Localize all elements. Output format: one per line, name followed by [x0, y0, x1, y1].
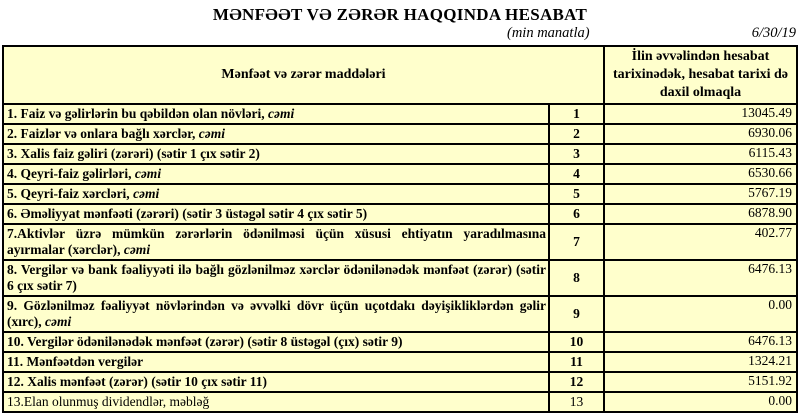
row-number-cell: 4 [549, 164, 604, 184]
table-row [3, 104, 797, 124]
row-label-cell [3, 144, 549, 164]
row-value-cell: 5767.19 [604, 184, 797, 204]
row-label-cell [3, 104, 549, 124]
row-label-cell [3, 164, 549, 184]
row-value-cell: 0.00 [604, 392, 797, 412]
row-label-cell [3, 124, 549, 144]
row-label-cell [3, 184, 549, 204]
table-row [3, 164, 797, 184]
row-value-cell: 6930.06 [604, 124, 797, 144]
report-date: 6/30/19 [751, 25, 796, 41]
row-label: 13.Elan olunmuş dividendlər, məbləğ [7, 394, 210, 409]
row-number-cell: 6 [549, 204, 604, 224]
row-value-cell: 5151.92 [604, 372, 797, 392]
row-label-cell [3, 296, 549, 332]
row-number-cell: 12 [549, 372, 604, 392]
row-label-cell [3, 260, 549, 296]
header-items-column: Mənfəət və zərər maddələri [3, 46, 604, 104]
table-row [3, 124, 797, 144]
row-number-cell: 10 [549, 332, 604, 352]
report-title: MƏNFƏƏT VƏ ZƏRƏR HAQQINDA HESABAT [212, 5, 588, 24]
row-number-cell: 1 [549, 104, 604, 124]
table-row [3, 352, 797, 372]
table-row [3, 260, 797, 296]
row-number-cell: 7 [549, 224, 604, 260]
table-row [3, 224, 797, 260]
row-value-cell: 6878.90 [604, 204, 797, 224]
row-label: 3. Xalis faiz gəliri (zərəri) (sətir 1 çıx sətir 2) [7, 146, 260, 161]
row-label-cell [3, 372, 549, 392]
row-number-cell: 13 [549, 392, 604, 412]
table-header-row [3, 46, 797, 104]
row-label-italic-suffix: cəmi [133, 186, 160, 201]
row-value-cell: 13045.49 [604, 104, 797, 124]
profit-loss-table [2, 45, 798, 413]
row-label: 9. Gözlənilməz fəaliyyət növlərindən və əvvəlki dövr üçün uçotdakı dəyişikliklərdən gəlir (xırc), [7, 298, 546, 329]
row-value-cell: 6530.66 [604, 164, 797, 184]
row-number-cell: 3 [549, 144, 604, 164]
row-label: 6. Əməliyyat mənfəəti (zərəri) (sətir 3 üstəgəl sətir 4 çıx sətir 5) [7, 206, 368, 221]
row-label: 7.Aktivlər üzrə mümkün zərərlərin ödənilməsi üçün xüsusi ehtiyatın yaradılmasına ayırmalar (xərclər), [7, 226, 546, 257]
row-label: 1. Faiz və gəlirlərin bu qəbildən olan növləri, [7, 106, 268, 121]
row-label: 8. Vergilər və bank fəaliyyəti ilə bağlı gözlənilməz xərclər ödənilənədək mənfəət (zərər) (sətir 6 çıx sətir 7) [7, 262, 546, 293]
report-table-body [3, 104, 797, 412]
row-label: 4. Qeyri-faiz gəlirləri, [7, 166, 135, 181]
table-row [3, 184, 797, 204]
row-label-italic-suffix: cəmi [198, 126, 225, 141]
row-number-cell: 8 [549, 260, 604, 296]
row-number-cell: 2 [549, 124, 604, 144]
row-label: 5. Qeyri-faiz xərcləri, [7, 186, 134, 201]
row-value-cell: 1324.21 [604, 352, 797, 372]
row-label: 2. Faizlər və onlara bağlı xərclər, [7, 126, 199, 141]
table-row [3, 144, 797, 164]
row-value-cell: 402.77 [604, 224, 797, 260]
row-label-cell [3, 204, 549, 224]
row-label-cell [3, 332, 549, 352]
table-row [3, 332, 797, 352]
row-label-cell [3, 224, 549, 260]
row-label-cell [3, 392, 549, 412]
table-row [3, 372, 797, 392]
row-label-cell [3, 352, 549, 372]
units-note: (min manatla) [507, 25, 590, 41]
row-label: 12. Xalis mənfəət (zərər) (sətir 10 çıx sətir 11) [7, 374, 268, 389]
report-meta-line [0, 25, 800, 44]
row-label: 10. Vergilər ödənilənədək mənfəət (zərər) (sətir 8 üstəgəl (çıx) sətir 9) [7, 334, 403, 349]
row-number-cell: 11 [549, 352, 604, 372]
row-value-cell: 6476.13 [604, 260, 797, 296]
row-label-italic-suffix: cəmi [123, 242, 151, 257]
row-value-cell: 6476.13 [604, 332, 797, 352]
row-label: 11. Mənfəətdən vergilər [7, 354, 144, 369]
row-label-italic-suffix: cəmi [44, 314, 72, 329]
header-value-column: İlin əvvəlindən hesabat tarixinədək, hesabat tarixi də daxil olmaqla [604, 46, 797, 104]
row-number-cell: 5 [549, 184, 604, 204]
row-label-italic-suffix: cəmi [268, 106, 295, 121]
table-row [3, 296, 797, 332]
table-row [3, 204, 797, 224]
table-row [3, 392, 797, 412]
row-value-cell: 0.00 [604, 296, 797, 332]
row-value-cell: 6115.43 [604, 144, 797, 164]
row-number-cell: 9 [549, 296, 604, 332]
row-label-italic-suffix: cəmi [134, 166, 162, 181]
